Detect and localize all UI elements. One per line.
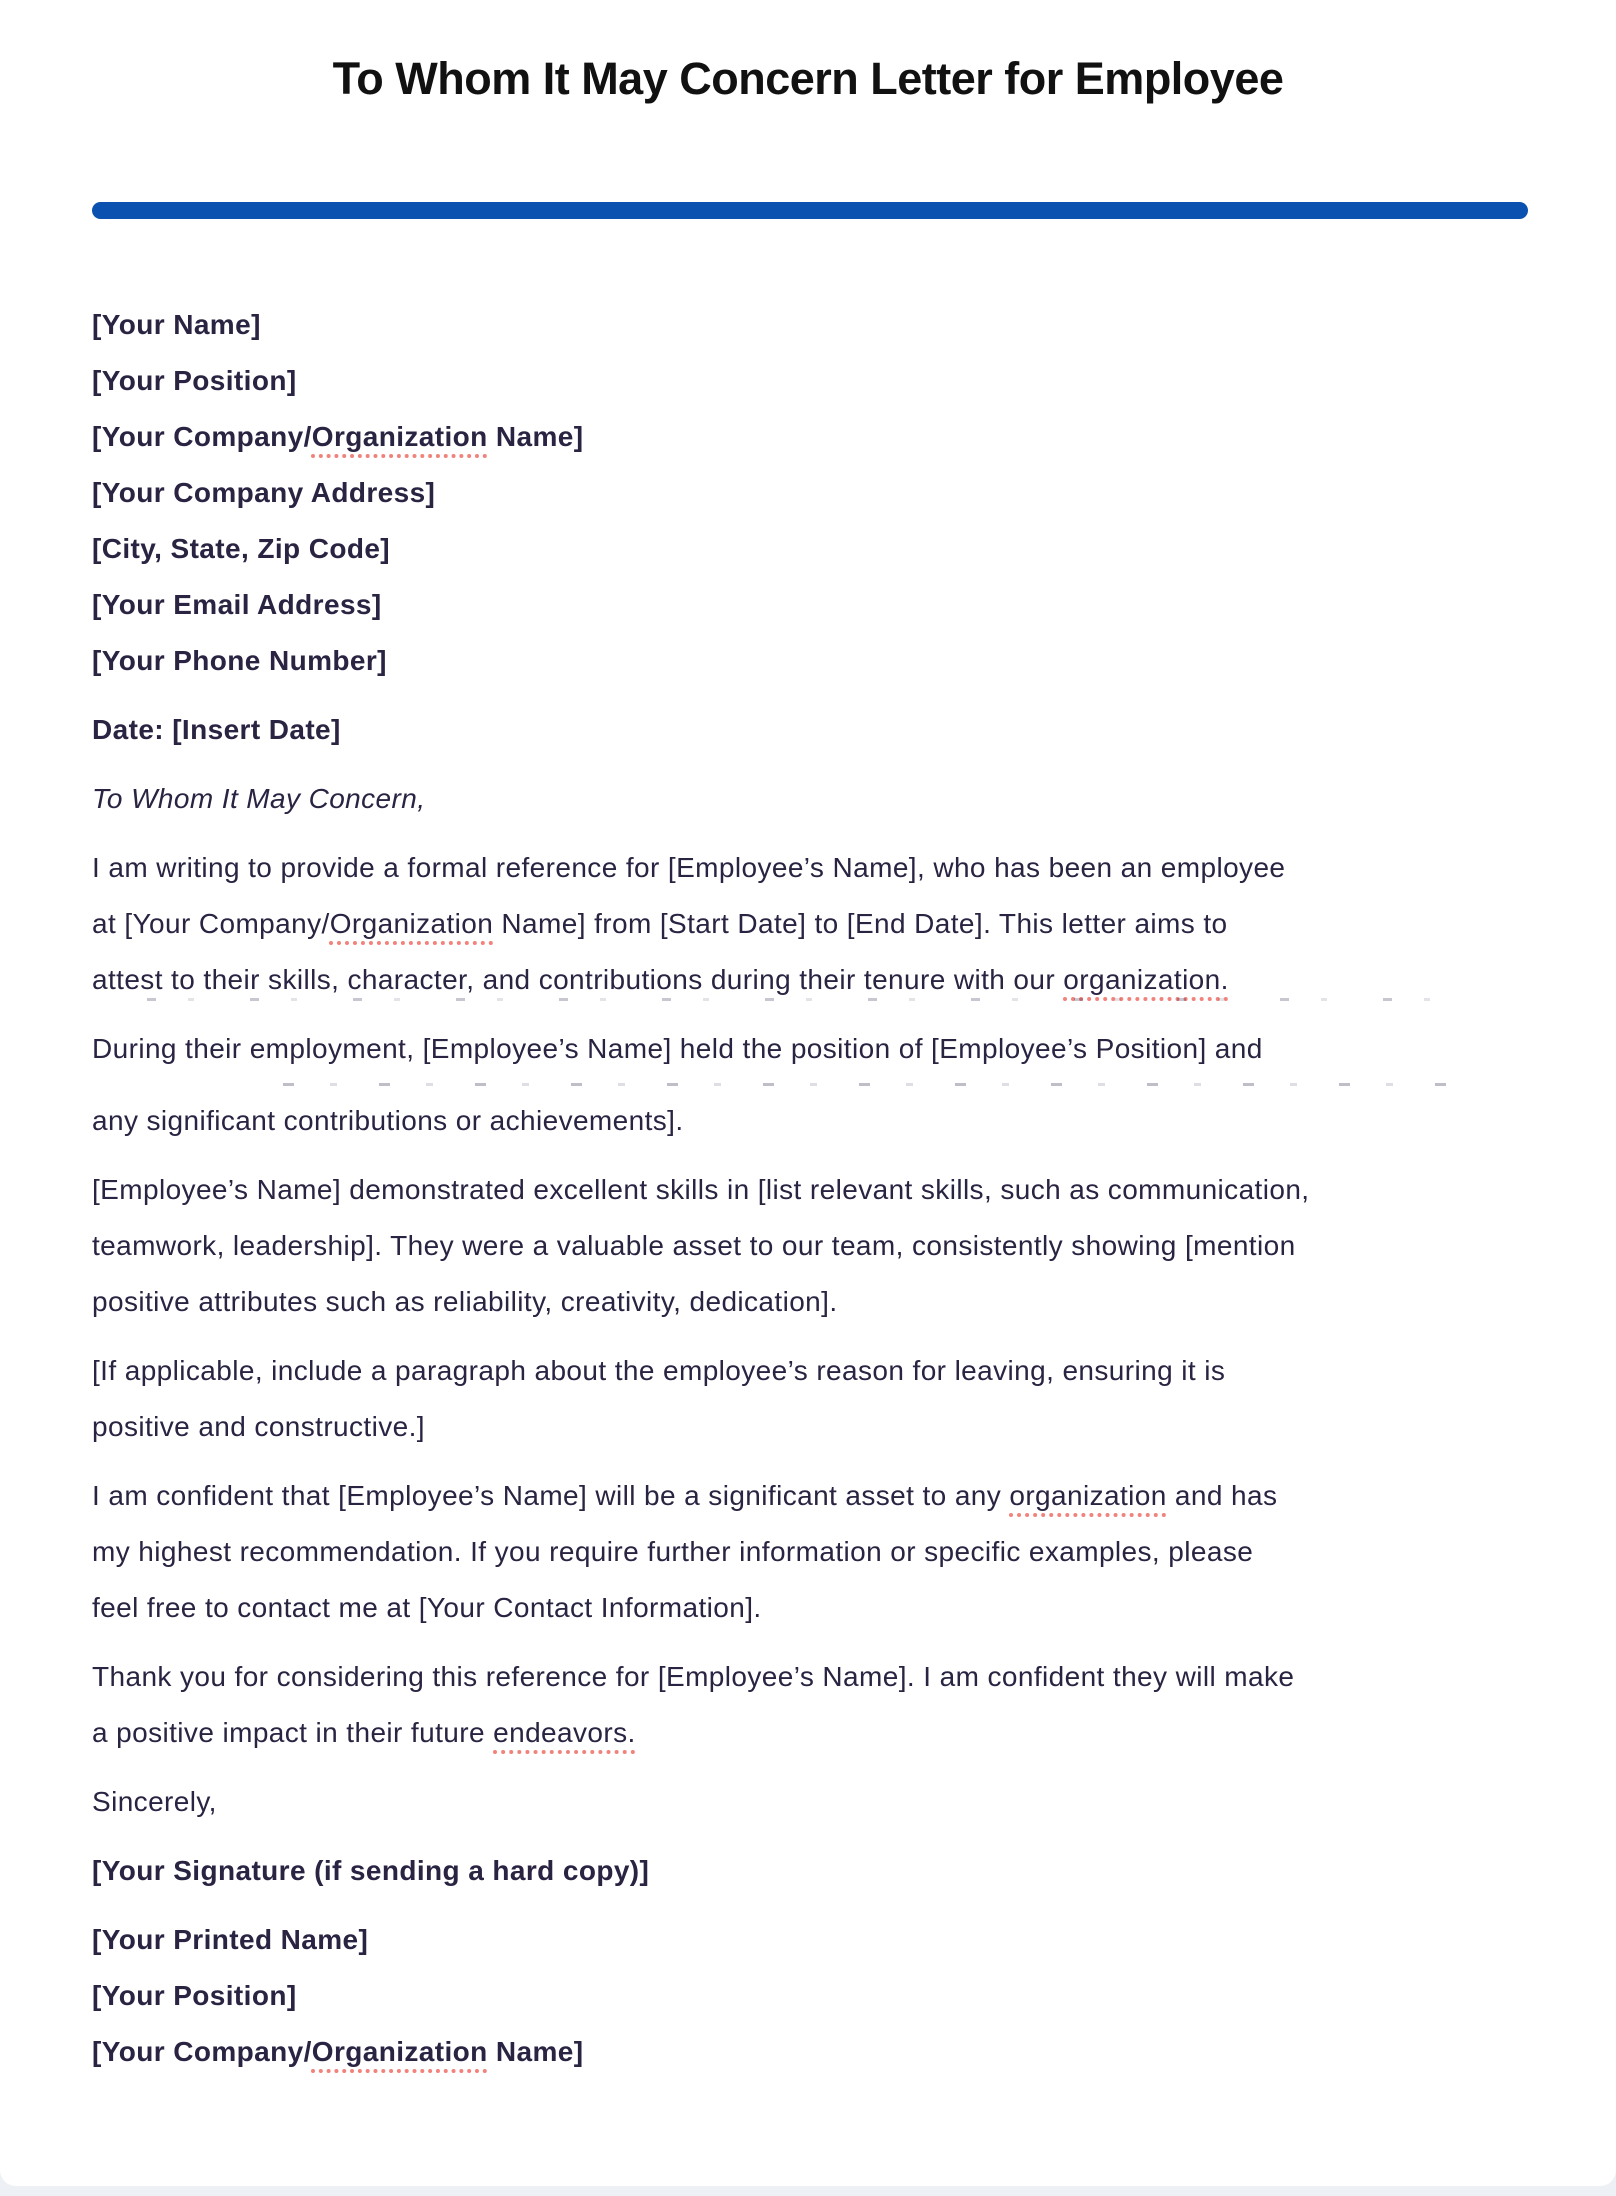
sender-line-address: [Your Company Address] <box>92 477 436 508</box>
signoff-line-name: [Your Printed Name] <box>92 1924 369 1955</box>
paragraph-line: [Employee’s Name] demonstrated excellent skills in [list relevant skills, such as communication, <box>92 1174 1310 1205</box>
spellcheck-word: organization. <box>1063 964 1229 995</box>
spellcheck-word: Organization <box>311 2036 488 2067</box>
spellcheck-word: Organization <box>329 908 494 939</box>
sender-line-position: [Your Position] <box>92 365 297 396</box>
paragraph-intro <box>92 840 1532 1008</box>
paragraph-line: [If applicable, include a paragraph about the employee’s reason for leaving, ensuring it is <box>92 1355 1226 1386</box>
spellcheck-word: endeavors. <box>493 1717 636 1748</box>
paragraph-line: I am writing to provide a formal reference for [Employee’s Name], who has been an employee <box>92 852 1286 883</box>
letter-body <box>0 297 1616 2080</box>
paragraph-line: any significant contributions or achievements]. <box>92 1105 684 1136</box>
spellcheck-word: Organization <box>311 421 488 452</box>
paragraph-recommendation <box>92 1468 1532 1636</box>
sender-line-company: [Your Company/Organization Name] <box>92 421 584 452</box>
signoff-block <box>92 1912 1532 2080</box>
signoff-line-company: [Your Company/Organization Name] <box>92 2036 584 2067</box>
paragraph-line: positive and constructive.] <box>92 1411 425 1442</box>
sender-block <box>92 297 1532 689</box>
sender-line-city: [City, State, Zip Code] <box>92 533 391 564</box>
title-divider <box>92 202 1528 219</box>
paragraph-line: attest to their skills, character, and contributions during their tenure with our organization. <box>92 964 1229 995</box>
paragraph-line: at [Your Company/Organization Name] from [Start Date] to [End Date]. This letter aims to <box>92 908 1228 939</box>
paragraph-line: teamwork, leadership]. They were a valuable asset to our team, consistently showing [mention <box>92 1230 1296 1261</box>
paragraph-line: During their employment, [Employee’s Name] held the position of [Employee’s Position] and <box>92 1033 1263 1064</box>
paragraph-line: a positive impact in their future endeavors. <box>92 1717 636 1748</box>
paragraph-line: feel free to contact me at [Your Contact Information]. <box>92 1592 762 1623</box>
paragraph-line: my highest recommendation. If you require further information or specific examples, please <box>92 1536 1254 1567</box>
paragraph-thanks <box>92 1649 1532 1761</box>
closing: Sincerely, <box>92 1786 217 1817</box>
paragraph-line: I am confident that [Employee’s Name] will be a significant asset to any organization and has <box>92 1480 1278 1511</box>
paragraph-reason-for-leaving <box>92 1343 1532 1455</box>
sender-line-phone: [Your Phone Number] <box>92 645 387 676</box>
page-title: To Whom It May Concern Letter for Employee <box>332 53 1284 104</box>
date-line: Date: [Insert Date] <box>92 714 341 745</box>
sender-line-name: [Your Name] <box>92 309 261 340</box>
signoff-line-position: [Your Position] <box>92 1980 297 2011</box>
spellcheck-word: organization <box>1009 1480 1167 1511</box>
paragraph-line: positive attributes such as reliability, creativity, dedication]. <box>92 1286 838 1317</box>
salutation: To Whom It May Concern, <box>92 783 426 814</box>
clipped-text-artifact <box>92 1077 1532 1093</box>
paragraph-skills <box>92 1162 1532 1330</box>
paragraph-line: Thank you for considering this reference for [Employee’s Name]. I am confident they will make <box>92 1661 1295 1692</box>
sender-line-email: [Your Email Address] <box>92 589 382 620</box>
signature-line: [Your Signature (if sending a hard copy)] <box>92 1855 650 1886</box>
paragraph-employment <box>92 1021 1532 1149</box>
